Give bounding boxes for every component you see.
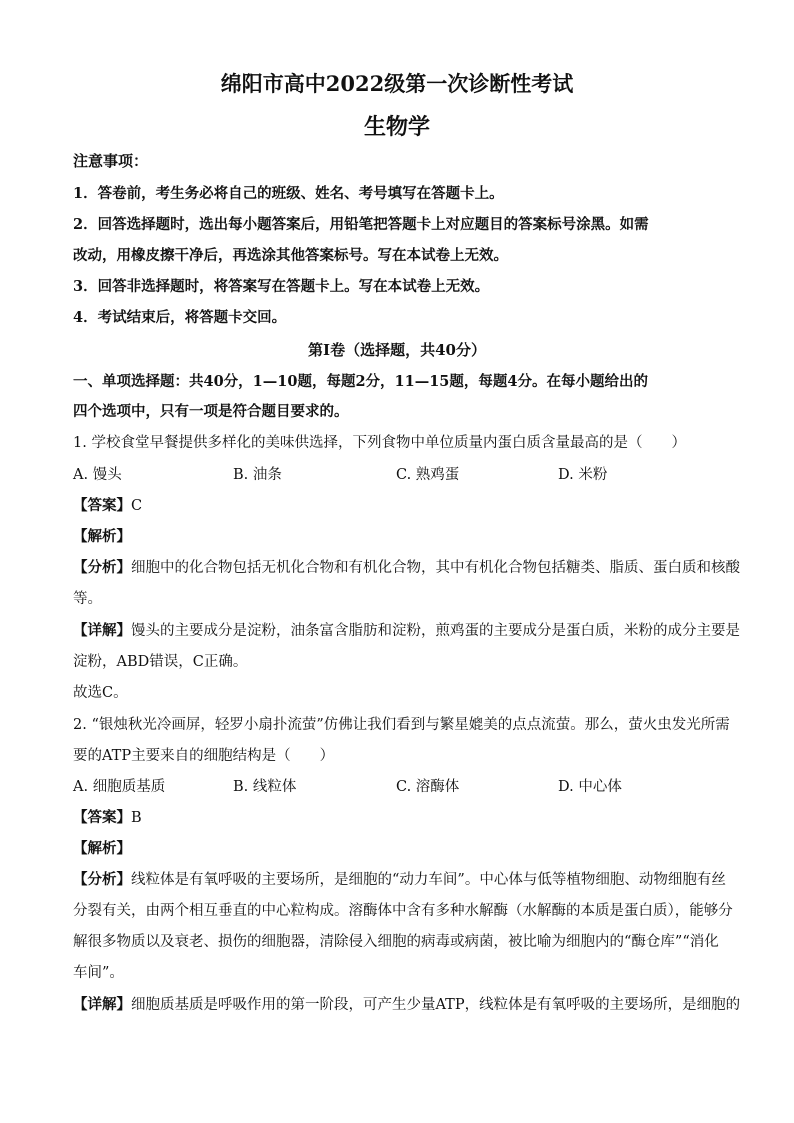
q1-analysis-tag: 【解析】 — [73, 528, 131, 545]
q2-option-b: B. 线粒体 — [233, 779, 297, 795]
q2-fenxi-cont-3: 车间”。 — [73, 965, 124, 981]
q2-fenxi-cont-2: 解很多物质以及衰老、损伤的细胞器，清除侵入细胞的病毒或病菌，被比喻为细胞内的“酶仓库”“消化 — [73, 934, 719, 950]
q2-detail: 【详解】细胞质基质是呼吸作用的第一阶段，可产生少量ATP，线粒体是有氧呼吸的主要场所，是细胞的 — [73, 996, 741, 1013]
answer-tag: 【答案】 — [73, 497, 131, 514]
notice-item-3: 3．回答非选择题时，将答案写在答题卡上。写在本试卷上无效。 — [73, 278, 490, 295]
detail-tag: 【详解】 — [73, 996, 131, 1013]
q1-detail-cont: 淀粉，ABD错误，C正确。 — [73, 654, 248, 670]
exam-title: 绵阳市高中2022级第一次诊断性考试 — [220, 71, 574, 96]
q1-option-a: A. 馒头 — [73, 467, 122, 483]
section-instruction-2: 四个选项中，只有一项是符合题目要求的。 — [73, 403, 349, 420]
subject-title: 生物学 — [363, 114, 430, 140]
answer-value: C — [131, 498, 143, 514]
notice-item-4: 4．考试结束后，将答题卡交回。 — [73, 309, 287, 326]
section-instruction-1: 一、单项选择题：共40分，1—10题，每题2分，11—15题，每题4分。在每小题给出的 — [73, 373, 648, 390]
q2-fenxi: 【分析】线粒体是有氧呼吸的主要场所，是细胞的“动力车间”。中心体与低等植物细胞、动物细胞有丝 — [73, 871, 726, 888]
q2-answer — [73, 806, 723, 827]
q2-option-d: D. 中心体 — [558, 779, 622, 795]
q1-fenxi-cont: 等。 — [73, 591, 102, 607]
q1-answer — [73, 494, 723, 515]
q2-analysis-tag: 【解析】 — [73, 840, 131, 857]
detail-tag: 【详解】 — [73, 622, 131, 639]
notice-item-2-cont: 改动，用橡皮擦干净后，再选涂其他答案标号。写在本试卷上无效。 — [73, 247, 508, 264]
q1-option-d: D. 米粉 — [558, 467, 608, 483]
fenxi-tag: 【分析】 — [73, 871, 131, 888]
q2-fenxi-cont-1: 分裂有关，由两个相互垂直的中心粒构成。溶酶体中含有多种水解酶（水解酶的本质是蛋白质），能够分 — [73, 903, 733, 919]
q2-stem-cont: 要的ATP主要来自的细胞结构是（ ） — [73, 748, 335, 764]
q2-stem: 2. “银烛秋光冷画屏，轻罗小扇扑流萤”仿佛让我们看到与繁星媲美的点点流萤。那么，萤火虫发光所需 — [73, 717, 730, 733]
notice-heading: 注意事项： — [73, 152, 149, 170]
part-title: 第Ⅰ卷（选择题，共40分） — [308, 341, 486, 359]
answer-value: B — [131, 810, 142, 826]
q1-fenxi: 【分析】细胞中的化合物包括无机化合物和有机化合物，其中有机化合物包括糖类、脂质、蛋白质和核酸 — [73, 559, 740, 576]
q1-detail: 【详解】馒头的主要成分是淀粉，油条富含脂肪和淀粉，煎鸡蛋的主要成分是蛋白质，米粉的成分主要是 — [73, 622, 740, 639]
q2-option-a: A. 细胞质基质 — [73, 779, 166, 795]
notice-item-2: 2．回答选择题时，选出每小题答案后，用铅笔把答题卡上对应题目的答案标号涂黑。如需 — [73, 216, 649, 233]
q2-option-c: C. 溶酶体 — [396, 779, 460, 795]
q1-option-b: B. 油条 — [233, 467, 282, 483]
fenxi-tag: 【分析】 — [73, 559, 131, 576]
notice-item-1: 1．答卷前，考生务必将自己的班级、姓名、考号填写在答题卡上。 — [73, 185, 504, 202]
q1-conclusion: 故选C。 — [73, 685, 128, 701]
q1-option-c: C. 熟鸡蛋 — [396, 467, 460, 483]
q1-stem: 1. 学校食堂早餐提供多样化的美味供选择，下列食物中单位质量内蛋白质含量最高的是（ ） — [73, 435, 686, 451]
answer-tag: 【答案】 — [73, 809, 131, 826]
